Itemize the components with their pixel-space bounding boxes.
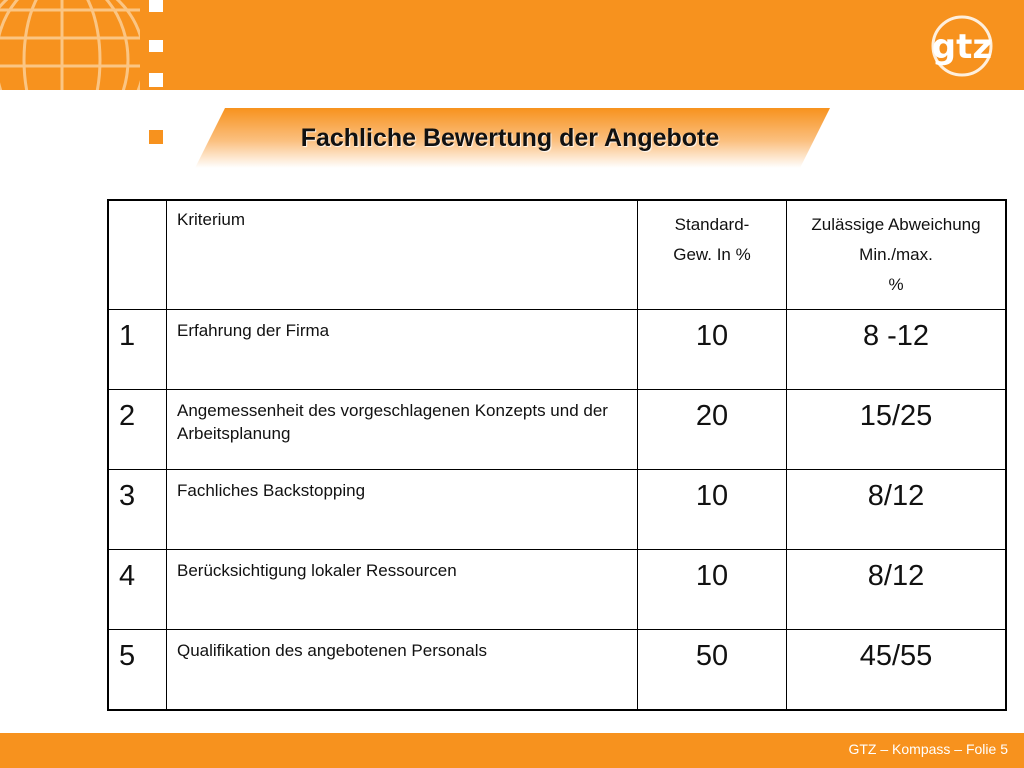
- table-row: [108, 550, 1006, 630]
- row-criterion: Erfahrung der Firma: [167, 310, 638, 390]
- header-criterion: Kriterium: [167, 200, 638, 310]
- row-deviation: 8/12: [787, 470, 1007, 550]
- row-weight: 20: [638, 390, 787, 470]
- row-number: 3: [108, 470, 167, 550]
- row-weight: 10: [638, 310, 787, 390]
- row-weight: 10: [638, 550, 787, 630]
- row-criterion: Fachliches Backstopping: [167, 470, 638, 550]
- row-criterion: Angemessenheit des vorgeschlagenen Konzepts und der Arbeitsplanung: [167, 390, 638, 470]
- header-deviation-line1: Zulässige Abweichung: [811, 215, 981, 234]
- header-weight: [638, 200, 787, 310]
- footer-text: GTZ – Kompass – Folie 5: [848, 741, 1008, 757]
- row-criterion: Berücksichtigung lokaler Ressourcen: [167, 550, 638, 630]
- row-criterion: Qualifikation des angebotenen Personals: [167, 630, 638, 710]
- row-number: 1: [108, 310, 167, 390]
- page-title: Fachliche Bewertung der Angebote: [300, 124, 720, 152]
- header-index: [108, 200, 167, 310]
- square-pattern-graphic: [0, 0, 200, 150]
- row-deviation: 45/55: [787, 630, 1007, 710]
- table-row: [108, 470, 1006, 550]
- table-row: [108, 310, 1006, 390]
- row-number: 5: [108, 630, 167, 710]
- row-weight: 50: [638, 630, 787, 710]
- header-deviation-line2: Min./max.: [859, 245, 933, 264]
- row-deviation: 8 -12: [787, 310, 1007, 390]
- row-deviation: 8/12: [787, 550, 1007, 630]
- table-row: [108, 390, 1006, 470]
- header-deviation: [787, 200, 1007, 310]
- header-weight-line1: Standard-: [674, 215, 750, 234]
- row-number: 4: [108, 550, 167, 630]
- evaluation-table: [107, 199, 1007, 711]
- svg-text:gtz: gtz: [931, 27, 993, 67]
- table-row: [108, 630, 1006, 710]
- table-header-row: [108, 200, 1006, 310]
- row-number: 2: [108, 390, 167, 470]
- header-weight-line2: Gew. In %: [673, 245, 751, 264]
- row-deviation: 15/25: [787, 390, 1007, 470]
- header-deviation-line3: %: [888, 275, 904, 294]
- row-weight: 10: [638, 470, 787, 550]
- gtz-logo: [910, 14, 1014, 78]
